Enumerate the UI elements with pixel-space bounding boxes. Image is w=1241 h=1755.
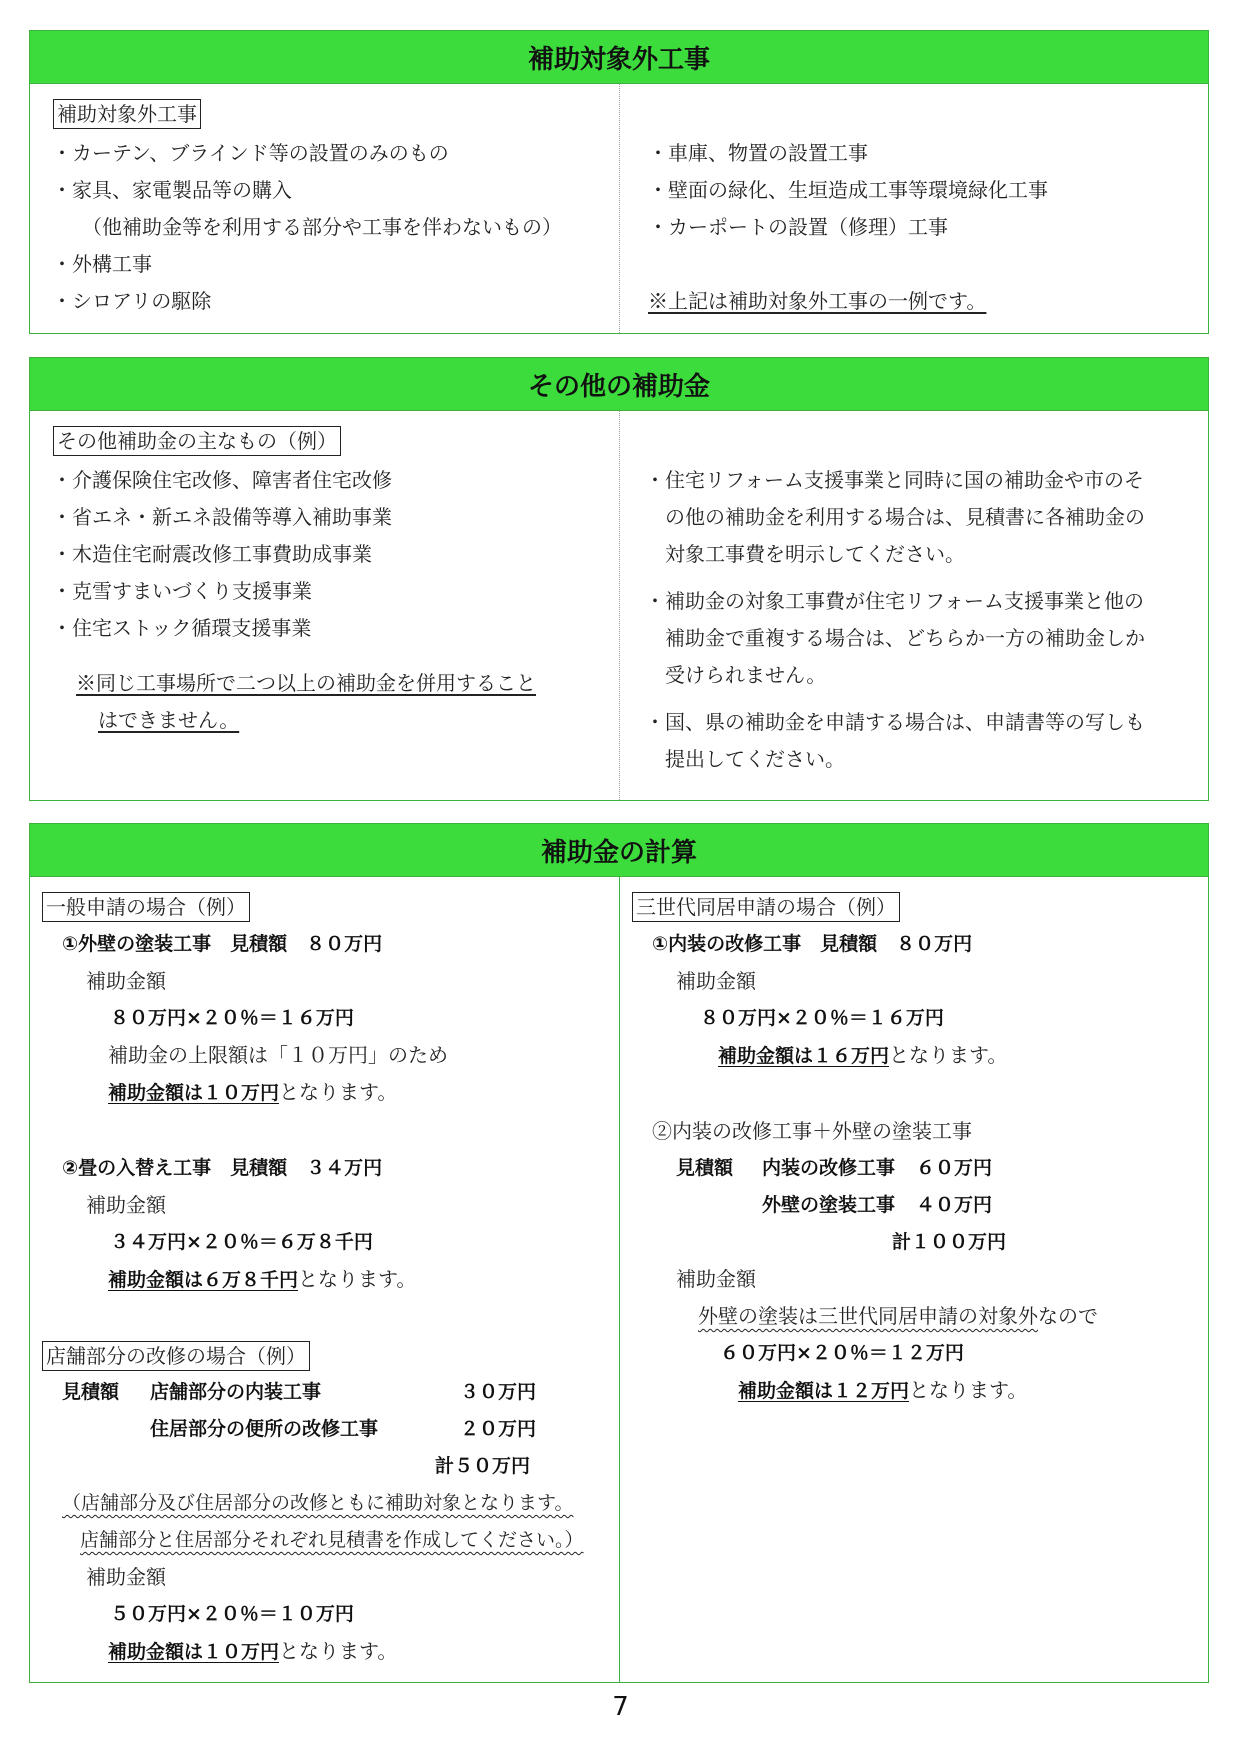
example-title: ②畳の入替え工事 見積額 ３４万円: [62, 1157, 383, 1179]
calc-formula: ８０万円×２０％＝１６万円: [110, 1007, 354, 1029]
section-title: 補助対象外工事: [30, 31, 1208, 84]
result-suffix: となります。: [279, 1639, 398, 1663]
note: （店舗部分及び住居部分の改修ともに補助対象となります。: [62, 1492, 574, 1514]
estimate-item: 外壁の塗装工事: [762, 1194, 896, 1216]
result-suffix: となります。: [889, 1043, 1008, 1067]
example-title: ②内装の改修工事＋外壁の塗装工事: [652, 1119, 972, 1143]
list-item: ・カーポートの設置（修理）工事: [648, 215, 948, 239]
calc-result: [108, 1636, 397, 1667]
boxed-label: 補助対象外工事: [53, 99, 201, 129]
list-item: ・介護保険住宅改修、障害者住宅改修: [52, 468, 392, 492]
calc-formula: ６０万円×２０％＝１２万円: [720, 1342, 964, 1364]
calc-result: [738, 1375, 1027, 1406]
paragraph-line: の他の補助金を利用する場合は、見積書に各補助金の: [665, 505, 1145, 529]
result-suffix: となります。: [909, 1378, 1028, 1402]
boxed-label: 三世代同居申請の場合（例）: [632, 892, 900, 922]
list-item: ・壁面の緑化、生垣造成工事等環境緑化工事: [648, 178, 1048, 202]
calc-result: [718, 1040, 1007, 1071]
boxed-label: 店舗部分の改修の場合（例）: [42, 1341, 310, 1371]
estimate-amount: ６０万円: [916, 1157, 993, 1179]
calc-label: 補助金額: [86, 1193, 166, 1217]
list-item: ・住宅ストック循環支援事業: [52, 616, 312, 640]
estimate-amount: ４０万円: [916, 1194, 993, 1216]
right-column: [619, 411, 1208, 800]
list-item: ・木造住宅耐震改修工事費助成事業: [52, 542, 372, 566]
calc-note: 補助金の上限額は「１０万円」のため: [108, 1043, 448, 1067]
section-excluded-works: [29, 30, 1209, 334]
calc-label: 補助金額: [86, 969, 166, 993]
calc-note: [698, 1301, 1098, 1331]
estimate-total: 計１００万円: [892, 1231, 1007, 1253]
calc-formula: ８０万円×２０％＝１６万円: [700, 1007, 944, 1029]
calc-result: [108, 1264, 416, 1295]
left-column: [30, 411, 619, 800]
paragraph-line: 補助金で重複する場合は、どちらか一方の補助金しか: [665, 626, 1145, 650]
estimate-item: 内装の改修工事: [762, 1157, 896, 1179]
result-suffix: となります。: [298, 1267, 417, 1291]
calc-formula: ５０万円×２０％＝１０万円: [110, 1603, 354, 1625]
note: 店舗部分と住居部分それぞれ見積書を作成してください。）: [80, 1529, 584, 1551]
paragraph-line: ・補助金の対象工事費が住宅リフォーム支援事業と他の: [645, 589, 1144, 613]
estimate-label: 見積額: [676, 1157, 734, 1179]
list-item: ・外構工事: [52, 252, 152, 276]
estimate-item: 店舗部分の内装工事: [150, 1381, 322, 1403]
list-item-note: （他補助金等を利用する部分や工事を伴わないもの）: [82, 215, 562, 239]
paragraph-line: 提出してください。: [665, 747, 845, 771]
left-column: [30, 84, 619, 333]
list-item: ・省エネ・新エネ設備等導入補助事業: [52, 505, 392, 529]
result-amount: 補助金額は１０万円: [108, 1082, 280, 1104]
paragraph-line: ・住宅リフォーム支援事業と同時に国の補助金や市のそ: [645, 468, 1144, 492]
estimate-item: 住居部分の便所の改修工事: [150, 1418, 379, 1440]
right-column: [619, 84, 1208, 333]
estimate-amount: ２０万円: [460, 1418, 537, 1440]
calc-label: 補助金額: [86, 1565, 166, 1589]
excluded-note: 外壁の塗装は三世代同居申請の対象外: [698, 1304, 1038, 1328]
estimate-amount: ３０万円: [460, 1381, 537, 1403]
boxed-label: 一般申請の場合（例）: [42, 892, 250, 922]
calc-label: 補助金額: [676, 1267, 756, 1291]
boxed-label: その他補助金の主なもの（例）: [53, 426, 341, 456]
calc-formula: ３４万円×２０％＝６万８千円: [110, 1231, 373, 1253]
result-amount: 補助金額は１６万円: [718, 1045, 890, 1067]
section-body: [30, 411, 1208, 800]
calc-label: 補助金額: [676, 969, 756, 993]
estimate-label: 見積額: [62, 1381, 120, 1403]
result-suffix: となります。: [279, 1080, 398, 1104]
section-title: 補助金の計算: [30, 824, 1208, 877]
left-column: [30, 877, 619, 1682]
note: はできません。: [98, 708, 240, 732]
paragraph-line: 受けられません。: [665, 663, 827, 687]
list-item: ・家具、家電製品等の購入: [52, 178, 292, 202]
note: ※上記は補助対象外工事の一例です。: [648, 289, 987, 313]
section-subsidy-calculation: [29, 823, 1209, 1683]
example-title: ①内装の改修工事 見積額 ８０万円: [652, 933, 973, 955]
list-item: ・克雪すまいづくり支援事業: [52, 579, 312, 603]
list-item: ・カーテン、ブラインド等の設置のみのもの: [52, 141, 449, 165]
estimate-total: 計５０万円: [435, 1455, 531, 1477]
paragraph-line: ・国、県の補助金を申請する場合は、申請書等の写しも: [645, 710, 1145, 734]
section-body: [30, 84, 1208, 333]
paragraph-line: 対象工事費を明示してください。: [665, 542, 965, 566]
section-other-subsidies: [29, 357, 1209, 801]
result-amount: 補助金額は６万８千円: [108, 1269, 299, 1291]
result-amount: 補助金額は１２万円: [738, 1380, 910, 1402]
example-title: ①外壁の塗装工事 見積額 ８０万円: [62, 933, 383, 955]
list-item: ・シロアリの駆除: [52, 289, 212, 313]
list-item: ・車庫、物置の設置工事: [648, 141, 868, 165]
section-body: [30, 877, 1208, 1682]
result-amount: 補助金額は１０万円: [108, 1641, 280, 1663]
note: ※同じ工事場所で二つ以上の補助金を併用すること: [76, 671, 536, 695]
excluded-note-suffix: なので: [1038, 1304, 1098, 1328]
section-title: その他の補助金: [30, 358, 1208, 411]
calc-result: [108, 1077, 397, 1108]
right-column: [619, 877, 1208, 1682]
page-number: 7: [612, 1692, 629, 1722]
